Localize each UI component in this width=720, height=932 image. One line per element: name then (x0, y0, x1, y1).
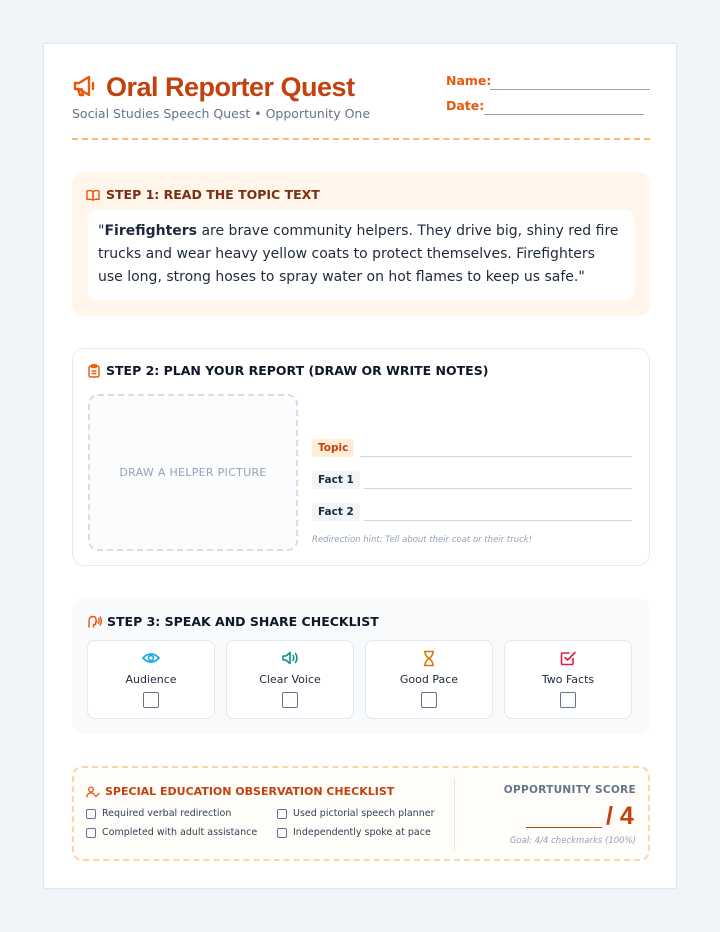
topic-text-box (88, 210, 634, 300)
checklist-card-good-pace (365, 640, 493, 719)
user-check-icon (86, 786, 100, 798)
volume-icon (227, 650, 353, 668)
good-pace-checkbox[interactable] (421, 692, 437, 708)
step3-section (72, 598, 650, 734)
checklist-card-two-facts (504, 640, 632, 719)
obs-checkbox[interactable] (277, 828, 287, 838)
obs-item-pictorial-planner (277, 808, 434, 819)
book-open-icon (86, 189, 100, 201)
date-field[interactable] (484, 114, 644, 115)
topic-text: are brave community helpers. They drive big, shiny red fire trucks and wear heavy yellow coats to protect themselves. Firefighters use long, strong hoses to spray water on hot flames to keep us safe." (98, 223, 619, 285)
megaphone-icon (72, 74, 98, 102)
observation-divider (454, 778, 455, 851)
score-input-line[interactable] (526, 827, 602, 828)
checklist-label: Two Facts (541, 673, 595, 686)
draw-helper-label: DRAW A HELPER PICTURE (119, 466, 267, 479)
obs-item-verbal-redirection (86, 808, 231, 819)
clipboard-icon (88, 364, 100, 378)
date-label: Date: (446, 98, 485, 113)
checklist-label: Good Pace (399, 673, 459, 686)
quote-mark: " (98, 223, 105, 239)
obs-item-label: Required verbal redirection (102, 808, 232, 819)
step1-section (72, 172, 650, 316)
check-square-icon (505, 650, 631, 668)
note-label-fact-2: Fact 2 (312, 503, 360, 521)
header-divider (72, 138, 650, 140)
draw-helper-area[interactable] (88, 394, 298, 551)
worksheet-page (43, 43, 677, 889)
obs-checkbox[interactable] (86, 828, 96, 838)
score-label: OPPORTUNITY SCORE (503, 784, 636, 796)
step1-heading (86, 187, 320, 202)
topic-keyword: Firefighters (104, 223, 198, 239)
score-total: / 4 (606, 802, 634, 830)
title-row (72, 72, 355, 103)
redirection-hint: Redirection hint: Tell about their coat or their truck! (312, 535, 533, 545)
step2-heading-text: STEP 2: PLAN YOUR REPORT (DRAW OR WRITE NOTES) (106, 363, 489, 378)
score-goal: Goal: 4/4 checkmarks (100%) (509, 836, 636, 846)
eye-icon (88, 650, 214, 668)
obs-item-independent-pace (277, 827, 431, 838)
audience-checkbox[interactable] (143, 692, 159, 708)
clear-voice-checkbox[interactable] (282, 692, 298, 708)
name-field[interactable] (490, 89, 650, 90)
step2-heading (88, 363, 488, 378)
checklist-label: Audience (125, 673, 177, 686)
obs-item-adult-assistance (86, 827, 257, 838)
page-title: Oral Reporter Quest (106, 72, 355, 102)
step3-heading (87, 614, 379, 629)
checklist-card-clear-voice (226, 640, 354, 719)
note-line-fact-1[interactable] (364, 488, 632, 489)
step2-section (72, 348, 650, 566)
two-facts-checkbox[interactable] (560, 692, 576, 708)
obs-item-label: Completed with adult assistance (102, 827, 258, 838)
observation-section (72, 766, 650, 861)
step3-heading-text: STEP 3: SPEAK AND SHARE CHECKLIST (107, 614, 379, 629)
page-subtitle: Social Studies Speech Quest • Opportunity One (72, 106, 371, 121)
note-line-fact-2[interactable] (364, 520, 632, 521)
checklist-label: Clear Voice (259, 673, 321, 686)
hourglass-icon (366, 650, 492, 668)
note-label-fact-1: Fact 1 (312, 471, 360, 489)
step1-heading-text: STEP 1: READ THE TOPIC TEXT (106, 187, 320, 202)
obs-item-label: Independently spoke at pace (293, 827, 431, 838)
note-label-topic: Topic (312, 439, 354, 457)
obs-item-label: Used pictorial speech planner (293, 808, 435, 819)
obs-checkbox[interactable] (277, 809, 287, 819)
obs-checkbox[interactable] (86, 809, 96, 819)
speaking-head-icon (87, 615, 102, 628)
observation-heading (86, 785, 394, 798)
checklist-card-audience (87, 640, 215, 719)
name-label: Name: (446, 73, 492, 88)
observation-heading-text: SPECIAL EDUCATION OBSERVATION CHECKLIST (105, 785, 395, 798)
note-line-topic[interactable] (360, 456, 632, 457)
